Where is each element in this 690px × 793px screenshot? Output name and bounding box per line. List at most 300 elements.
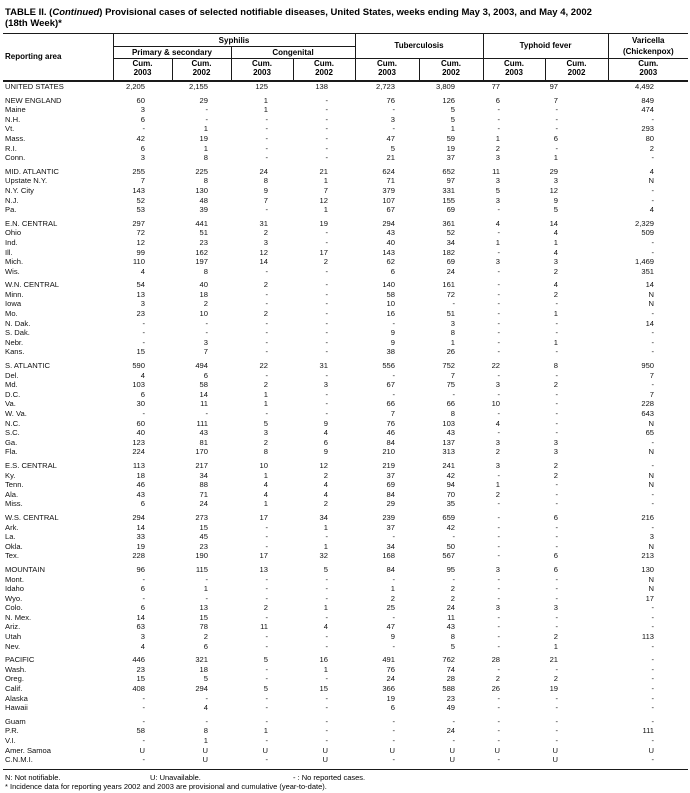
value-cell: 11	[200, 399, 208, 409]
value-cell: -	[392, 124, 395, 134]
value-cell: 9	[553, 195, 559, 205]
value-cell: 1	[323, 176, 328, 186]
value-cell: 2	[263, 380, 268, 390]
value-cell: -	[497, 124, 501, 134]
value-cell: 40	[386, 237, 395, 247]
value-cell: 6	[553, 133, 559, 143]
value-cell: 8	[203, 176, 208, 186]
value-cell: 43	[446, 622, 456, 632]
value-cell: 6	[140, 584, 145, 594]
table-row	[3, 134, 688, 144]
reporting-area-cell: Ohio	[5, 228, 22, 238]
value-cell: -	[325, 347, 328, 357]
value-cell: 446	[132, 655, 145, 665]
value-cell: 5	[450, 105, 456, 115]
value-cell: -	[651, 153, 655, 163]
table-row	[3, 399, 688, 409]
value-cell: 217	[195, 460, 208, 470]
table-row	[3, 703, 688, 713]
value-cell: -	[392, 716, 395, 726]
value-cell: -	[497, 641, 501, 651]
value-cell: 161	[442, 280, 456, 290]
value-cell: 14	[645, 280, 655, 290]
table-row	[3, 215, 688, 229]
value-cell: 29	[199, 95, 208, 105]
value-cell: 24	[446, 603, 456, 613]
value-cell: -	[325, 289, 328, 299]
value-cell: 8	[263, 176, 268, 186]
value-cell: -	[555, 584, 559, 594]
value-cell: 40	[199, 280, 208, 290]
value-cell: -	[497, 541, 501, 551]
footnotes	[5, 773, 690, 791]
value-cell: 3	[495, 437, 501, 447]
value-cell: -	[265, 574, 268, 584]
value-cell: -	[265, 593, 268, 603]
reporting-area-cell: Calif.	[5, 684, 23, 694]
value-cell: 474	[641, 105, 655, 115]
value-cell: 7	[140, 176, 145, 186]
reporting-area-cell: Wash.	[5, 664, 27, 674]
table-row	[3, 205, 688, 215]
value-cell: -	[555, 428, 559, 438]
value-cell: 53	[136, 205, 145, 215]
value-cell: 155	[442, 195, 456, 205]
value-cell: 3	[450, 318, 456, 328]
reporting-area-cell: MOUNTAIN	[5, 564, 45, 574]
value-cell: 63	[136, 622, 145, 632]
value-cell: -	[452, 532, 456, 542]
value-cell: 39	[199, 205, 208, 215]
value-cell: 4	[553, 247, 559, 257]
value-cell: -	[265, 522, 268, 532]
reporting-area-cell: UNITED STATES	[5, 82, 64, 91]
table-row	[3, 674, 688, 684]
value-cell: -	[325, 574, 328, 584]
value-cell: U	[322, 755, 328, 765]
value-cell: 43	[136, 489, 145, 499]
value-cell: 9	[323, 418, 328, 428]
value-cell: -	[497, 499, 501, 509]
value-cell: 1	[553, 237, 559, 247]
value-cell: 4,492	[635, 82, 655, 91]
value-cell: -	[325, 133, 328, 143]
value-cell: -	[651, 655, 655, 665]
value-cell: -	[265, 143, 268, 153]
value-cell: 643	[641, 409, 655, 418]
value-cell: 22	[259, 361, 268, 371]
value-cell: -	[555, 736, 559, 745]
value-cell: 66	[446, 399, 456, 409]
value-cell: 6	[323, 437, 328, 447]
value-cell: 313	[442, 447, 456, 457]
table-row	[3, 532, 688, 542]
value-cell: 126	[442, 95, 456, 105]
table-row	[3, 736, 688, 746]
value-cell: 17	[645, 593, 655, 603]
value-cell: -	[325, 593, 328, 603]
header-cum-col: Cum. 2002	[293, 59, 355, 82]
value-cell: -	[555, 299, 559, 309]
value-cell: -	[497, 612, 501, 622]
value-cell: 70	[446, 489, 456, 499]
reporting-area-cell: Mass.	[5, 133, 26, 143]
table-row	[3, 290, 688, 300]
value-cell: -	[392, 318, 395, 328]
value-cell: -	[497, 551, 501, 561]
value-cell: 37	[386, 522, 395, 532]
reporting-area-cell: W.S. CENTRAL	[5, 512, 59, 522]
value-cell: 97	[446, 176, 456, 186]
value-cell: -	[325, 370, 328, 380]
value-cell: U	[322, 745, 328, 755]
table-row	[3, 419, 688, 429]
value-cell: 23	[199, 541, 208, 551]
value-cell: 297	[132, 218, 145, 228]
value-cell: -	[452, 299, 456, 309]
value-cell: 1	[323, 541, 328, 551]
value-cell: 5	[390, 143, 395, 153]
value-cell: 46	[386, 428, 395, 438]
value-cell: 81	[199, 437, 208, 447]
value-cell: 8	[450, 409, 456, 418]
value-cell: 9	[263, 185, 268, 195]
value-cell: 494	[195, 361, 208, 371]
reporting-area-cell: Mo.	[5, 309, 18, 319]
value-cell: -	[497, 389, 501, 399]
value-cell: -	[497, 726, 501, 736]
value-cell: 14	[645, 318, 655, 328]
value-cell: -	[265, 153, 268, 163]
value-cell: -	[497, 584, 501, 594]
value-cell: -	[325, 693, 328, 703]
value-cell: -	[265, 532, 268, 542]
value-cell: -	[392, 105, 395, 115]
value-cell: 3,809	[436, 82, 456, 91]
value-cell: 2,723	[375, 82, 395, 91]
table-row	[3, 651, 688, 665]
value-cell: -	[325, 632, 328, 642]
value-cell: 111	[642, 726, 655, 736]
value-cell: 8	[203, 153, 208, 163]
value-cell: 11	[492, 166, 501, 176]
value-cell: -	[452, 736, 456, 745]
value-cell: -	[497, 114, 501, 124]
value-cell: -	[325, 337, 328, 347]
value-cell: 4	[140, 266, 145, 276]
value-cell: -	[325, 124, 328, 134]
header-typhoid-fever: Typhoid fever	[483, 34, 608, 59]
value-cell: 366	[382, 684, 395, 694]
header-varicella-line1: Varicella	[632, 36, 665, 45]
value-cell: -	[497, 716, 501, 726]
value-cell: 2	[323, 499, 328, 509]
header-cum-col: Cum. 2003	[113, 59, 172, 82]
reporting-area-cell: Ill.	[5, 247, 13, 257]
value-cell: 3	[140, 153, 145, 163]
value-cell: 9	[323, 447, 328, 457]
value-cell: 752	[442, 361, 456, 371]
value-cell: -	[555, 693, 559, 703]
value-cell: 3	[495, 257, 501, 267]
value-cell: -	[392, 612, 395, 622]
value-cell: 294	[132, 512, 145, 522]
value-cell: -	[265, 318, 268, 328]
value-cell: 51	[446, 309, 456, 319]
value-cell: 19	[386, 693, 395, 703]
value-cell: -	[555, 318, 559, 328]
value-cell: 67	[386, 205, 395, 215]
value-cell: 1	[203, 124, 208, 134]
footnote-n: N: Not notifiable.	[5, 772, 61, 782]
value-cell: -	[497, 755, 501, 765]
value-cell: -	[651, 641, 655, 651]
reporting-area-cell: Ark.	[5, 522, 19, 532]
value-cell: 8	[450, 328, 456, 338]
value-cell: 7	[450, 370, 456, 380]
value-cell: 143	[132, 185, 145, 195]
value-cell: 75	[446, 380, 456, 390]
value-cell: 379	[382, 185, 395, 195]
value-cell: -	[555, 409, 559, 418]
reporting-area-cell: Vt.	[5, 124, 15, 134]
value-cell: 7	[323, 185, 328, 195]
value-cell: 624	[382, 166, 395, 176]
value-cell: -	[392, 532, 395, 542]
value-cell: 1	[263, 399, 268, 409]
value-cell: 84	[386, 564, 395, 574]
value-cell: -	[142, 124, 145, 134]
value-cell: 1	[263, 389, 268, 399]
value-cell: 1	[553, 337, 559, 347]
value-cell: -	[452, 716, 456, 726]
value-cell: 10	[386, 299, 395, 309]
reporting-area-cell: Wis.	[5, 266, 20, 276]
value-cell: -	[325, 703, 328, 713]
value-cell: 588	[442, 684, 456, 694]
reporting-area-cell: Ariz.	[5, 622, 21, 632]
value-cell: 103	[132, 380, 145, 390]
value-cell: 1	[323, 205, 328, 215]
value-cell: 34	[446, 237, 456, 247]
reporting-area-cell: Guam	[5, 716, 26, 726]
reporting-area-cell: Kans.	[5, 347, 25, 357]
value-cell: U	[494, 745, 501, 755]
value-cell: 162	[195, 247, 208, 257]
reporting-area-cell: Alaska	[5, 693, 28, 703]
reporting-area-cell: Amer. Samoa	[5, 745, 52, 755]
value-cell: -	[265, 409, 268, 418]
table-row	[3, 428, 688, 438]
value-cell: 77	[491, 82, 501, 91]
value-cell: 15	[319, 684, 328, 694]
value-cell: -	[555, 612, 559, 622]
value-cell: 4	[649, 205, 655, 215]
value-cell: 1	[495, 133, 501, 143]
reporting-area-cell: Md.	[5, 380, 18, 390]
value-cell: -	[142, 574, 145, 584]
value-cell: -	[651, 460, 655, 470]
value-cell: -	[452, 574, 456, 584]
reporting-area-cell: S. Dak.	[5, 328, 30, 338]
value-cell: 1	[553, 309, 559, 319]
value-cell: 10	[491, 399, 501, 409]
value-cell: 5	[263, 684, 268, 694]
value-cell: 19	[136, 541, 145, 551]
value-cell: 293	[641, 124, 655, 134]
value-cell: 361	[442, 218, 456, 228]
value-cell: 78	[199, 622, 208, 632]
value-cell: U	[389, 745, 395, 755]
table-row	[3, 81, 688, 92]
value-cell: -	[205, 105, 208, 115]
value-cell: 19	[549, 684, 559, 694]
value-cell: -	[325, 95, 328, 105]
value-cell: -	[392, 755, 395, 765]
table-row	[3, 319, 688, 329]
value-cell: 29	[549, 166, 559, 176]
value-cell: 3	[140, 105, 145, 115]
value-cell: 31	[259, 218, 268, 228]
reporting-area-cell: Iowa	[5, 299, 22, 309]
table-row	[3, 124, 688, 134]
value-cell: 170	[195, 447, 208, 457]
value-cell: 6	[140, 499, 145, 509]
value-cell: 509	[641, 228, 655, 238]
value-cell: 43	[386, 228, 395, 238]
footnote-symbols	[5, 773, 690, 782]
value-cell: 1	[450, 337, 456, 347]
value-cell: 228	[641, 399, 655, 409]
value-cell: 4	[323, 480, 328, 490]
value-cell: 228	[132, 551, 145, 561]
header-cum-col: Cum. 2003	[231, 59, 293, 82]
reporting-area-cell: Miss.	[5, 499, 23, 509]
value-cell: 4	[649, 166, 655, 176]
value-cell: 69	[446, 205, 456, 215]
value-cell: 351	[641, 266, 655, 276]
value-cell: 23	[199, 237, 208, 247]
value-cell: 1	[553, 153, 559, 163]
value-cell: -	[651, 309, 655, 319]
value-cell: 3	[553, 176, 559, 186]
value-cell: -	[325, 409, 328, 418]
value-cell: 1	[203, 736, 208, 745]
table-row	[3, 163, 688, 177]
value-cell: 4	[323, 428, 328, 438]
value-cell: 1	[203, 584, 208, 594]
value-cell: 80	[645, 133, 655, 143]
value-cell: 97	[549, 82, 559, 91]
value-cell: 7	[649, 370, 655, 380]
value-cell: -	[325, 228, 328, 238]
reporting-area-cell: Conn.	[5, 153, 26, 163]
header-cum-col: Cum. 2002	[545, 59, 608, 82]
value-cell: -	[651, 489, 655, 499]
table-row	[3, 357, 688, 371]
reporting-area-cell: N. Mex.	[5, 612, 32, 622]
reporting-area-cell: PACIFIC	[5, 655, 35, 665]
value-cell: -	[497, 228, 501, 238]
value-cell: 3	[323, 380, 328, 390]
value-cell: 74	[446, 664, 456, 674]
value-cell: 62	[386, 257, 395, 267]
header-cum-col: Cum. 2003	[483, 59, 545, 82]
table-row	[3, 438, 688, 448]
title-prefix: TABLE II. (	[5, 7, 53, 18]
value-cell: -	[555, 480, 559, 490]
value-cell: 4	[553, 228, 559, 238]
reporting-area-cell: La.	[5, 532, 16, 542]
value-cell: 8	[203, 726, 208, 736]
value-cell: 140	[382, 280, 395, 290]
table-row	[3, 144, 688, 154]
value-cell: 1	[263, 499, 268, 509]
title-rest: ) Provisional cases of selected notifiable diseases, United States, weeks ending May 3, 2003, and May 4, 2002	[99, 7, 592, 18]
table-row	[3, 551, 688, 561]
value-cell: -	[205, 318, 208, 328]
value-cell: U	[262, 745, 268, 755]
value-cell: 441	[195, 218, 208, 228]
value-cell: 294	[382, 218, 395, 228]
value-cell: -	[555, 143, 559, 153]
value-cell: -	[325, 532, 328, 542]
value-cell: 9	[390, 328, 395, 338]
value-cell: -	[497, 532, 501, 542]
value-cell: 21	[386, 153, 395, 163]
value-cell: 239	[382, 512, 395, 522]
table-row	[3, 523, 688, 533]
value-cell: 3	[495, 460, 501, 470]
value-cell: -	[325, 143, 328, 153]
table-row	[3, 726, 688, 736]
table-row	[3, 684, 688, 694]
value-cell: 1,469	[635, 257, 655, 267]
value-cell: 15	[136, 674, 145, 684]
header-reporting-area: Reporting area	[3, 34, 113, 82]
table-row	[3, 153, 688, 163]
value-cell: -	[142, 716, 145, 726]
value-cell: 13	[136, 289, 145, 299]
reporting-area-cell: Nebr.	[5, 337, 24, 347]
value-cell: 37	[446, 153, 456, 163]
value-cell: N	[648, 470, 655, 480]
value-cell: -	[265, 674, 268, 684]
value-cell: -	[497, 299, 501, 309]
value-cell: 3	[553, 437, 559, 447]
value-cell: N	[648, 574, 655, 584]
value-cell: -	[497, 512, 501, 522]
value-cell: 2	[553, 470, 559, 480]
value-cell: 28	[446, 674, 456, 684]
value-cell: 51	[199, 228, 208, 238]
table-row	[3, 471, 688, 481]
value-cell: -	[325, 299, 328, 309]
value-cell: 2,329	[635, 218, 655, 228]
value-cell: -	[325, 266, 328, 276]
value-cell: -	[452, 389, 456, 399]
value-cell: 6	[140, 143, 145, 153]
value-cell: 58	[136, 726, 145, 736]
value-cell: 6	[553, 551, 559, 561]
value-cell: 6	[140, 114, 145, 124]
value-cell: -	[497, 409, 501, 418]
value-cell: -	[651, 716, 655, 726]
value-cell: 182	[442, 247, 456, 257]
value-cell: 6	[203, 370, 208, 380]
value-cell: -	[555, 664, 559, 674]
value-cell: -	[205, 693, 208, 703]
